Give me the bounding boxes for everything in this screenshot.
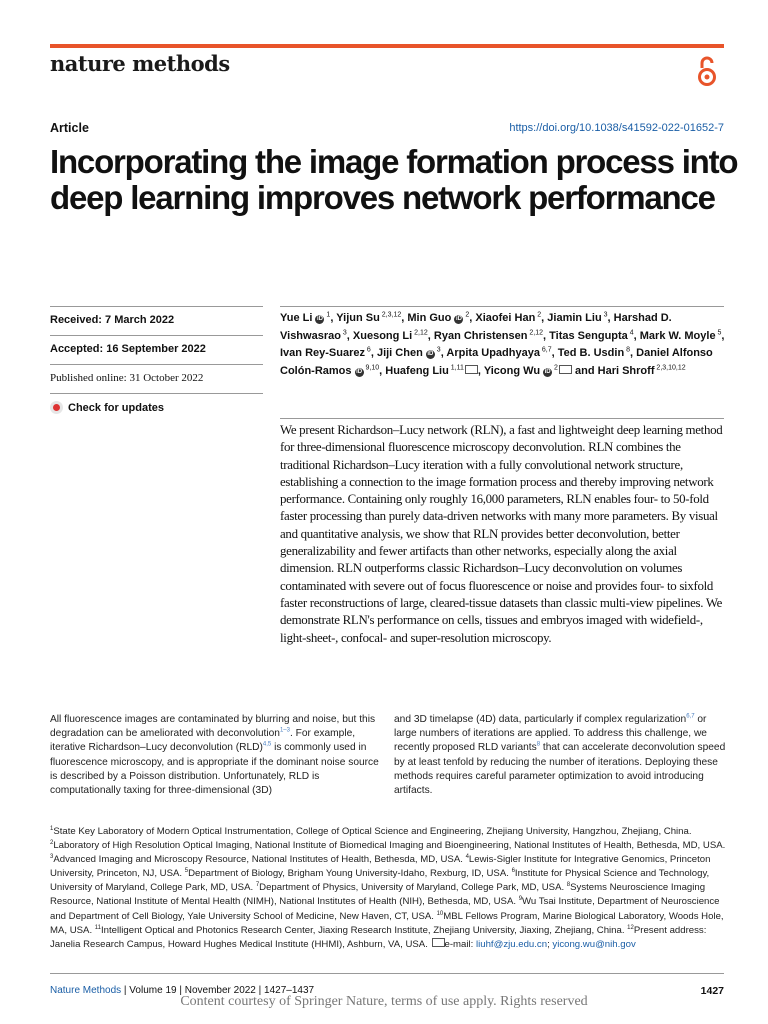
affiliation-text: Systems Neuroscience Imaging Resource, National Institute of Mental Health (NIMH), National Institutes of Health (NIH), Bethesda, MD, USA.	[50, 882, 706, 908]
footer-divider	[50, 973, 724, 974]
affiliation-number: 3	[50, 854, 54, 860]
doi-link[interactable]: https://doi.org/10.1038/s41592-022-01652-7	[509, 122, 724, 134]
body-text: and 3D timelapse (4D) data, particularly if complex regularization	[394, 714, 687, 725]
author-name[interactable]: Ted B. Usdin	[557, 347, 625, 360]
mail-icon	[432, 938, 445, 947]
body-text: All fluorescence images are contaminated by blurring and noise, but this degradation can be ameliorated with deconvolution	[50, 714, 376, 740]
author[interactable]	[353, 330, 428, 342]
abstract: We present Richardson–Lucy network (RLN), a fast and lightweight deep learning method for three-dimensional fluorescence microscopy deconvolution. RLN combines the traditional Richardson–Lucy iteration with a fully convolutional network structure, establishing a connection to the image formation process and thereby improving network performance. Containing only roughly 16,000 parameters, RLN enables four- to 50-fold faster processing than purely data-driven networks with many more parameters. By visual and quantitative analysis, we show that RLN provides better deconvolution, better generalizability and fewer artifacts than other networks, especially along the axial dimension. RLN outperforms classic Richardson–Lucy deconvolution on volumes contaminated with severe out of focus fluorescence or noise and provides four- to sixfold faster reconstructions of large, cleared-tissue datasets than classic multi-view pipelines. We demonstrate RLN's performance on cells, tissues and embryos imaged with widefield-, light-sheet-, confocal- and super-resolution microscopy.	[280, 423, 723, 645]
orcid-icon[interactable]: iD	[356, 368, 363, 375]
author-list: Yue Li iD $^1$, Yijun Su $^{2,3,12}$, Min Guo iD $^2$, Xiaofei Han $^2$, Jiamin Liu $^3$, Harshad D. Vishwasrao $^3$, Xuesong Li $^{2,12}$, Ryan Christensen $^{2,12}$, Titas Sengupta $^4$, Mark W. Moyle $^5$, Ivan Rey-Suarez $^6$, Jiji Chen iD $^3$, Arpita Upadhyaya $^{6,7}$, Ted B. Usdin $^8$, Daniel Alfonso Colón-Ramos iD $^{9,10}$, Huafeng Liu $^{1,11}$ , Yicong Wu iD $^2$ and Hari Shroff $^{2,3,10,12}$	[280, 311, 725, 377]
affiliation-ref: 3	[601, 311, 608, 319]
affiliation-text: Advanced Imaging and Microscopy Resource, National Institutes of Health, Bethesda, MD, USA.	[53, 854, 466, 866]
affiliation-ref: 2,3,10,12	[654, 364, 686, 372]
author-name[interactable]: Jiji Chen	[376, 347, 423, 360]
affiliation-number: 8	[566, 882, 571, 889]
email-separator: ;	[547, 938, 553, 950]
body-text: is commonly used in fluorescence microscopy, and is appropriate if the dominant noise source is described by a Poisson distribution. Unfortunately, RLD is computationally taxing for three-dimensional (3D)	[50, 742, 379, 797]
affiliation-text: Laboratory of High Resolution Optical Imaging, National Institute of Biomedical Imaging and Bioengineering, National Institutes of Health, Bethesda, MD, USA.	[53, 840, 726, 852]
affiliation-ref: 8	[624, 346, 631, 354]
author[interactable]	[336, 312, 401, 324]
article-type-label: Article	[50, 121, 89, 135]
affiliation-text: Intelligent Optical and Photonics Research Center, Jiaxing Research Institute, Zhejiang University, Jiaxing, Zhejiang, China.	[101, 924, 628, 936]
author-name[interactable]: Ryan Christensen	[433, 329, 528, 342]
affiliation-ref: 5	[715, 328, 722, 336]
affiliations-footnote	[50, 825, 726, 952]
published-date: Published online: 31 October 2022	[50, 364, 263, 393]
affiliation-text: Wu Tsai Institute, Department of Neuroscience and Department of Cell Biology, Yale University School of Medicine, New Haven, CT, USA.	[50, 896, 720, 922]
author[interactable]	[558, 347, 630, 359]
author-name[interactable]: Hari Shroff	[597, 364, 655, 377]
affiliation-number: 12	[627, 924, 634, 931]
author-name[interactable]: Daniel Alfonso Colón-Ramos	[280, 347, 713, 377]
orcid-icon[interactable]: iD	[455, 316, 462, 322]
page-number: 1427	[700, 985, 724, 997]
mail-icon[interactable]	[559, 365, 572, 374]
affiliation-ref: 4	[627, 328, 634, 336]
author-name[interactable]: Min Guo	[407, 312, 452, 324]
orcid-icon[interactable]: iD	[316, 316, 323, 322]
author[interactable]	[385, 365, 478, 377]
author-name[interactable]: Arpita Upadhyaya	[446, 347, 540, 360]
author[interactable]	[484, 365, 572, 377]
orcid-icon[interactable]: iD	[544, 368, 551, 375]
author-name[interactable]: Yicong Wu	[483, 364, 541, 377]
affiliation-number: 10	[436, 910, 444, 917]
email-link[interactable]: liuhf@zju.edu.cn	[475, 938, 548, 950]
affiliation-ref: 2,12	[527, 328, 544, 336]
body-text: that can accelerate deconvolution speed by at least tenfold by reducing the number of iterations. Deploying these methods requires careful parameter optimization to avoid introducing artifacts.	[394, 742, 726, 797]
author[interactable]	[407, 312, 469, 324]
author-name[interactable]: Xiaofei Han	[475, 312, 536, 324]
accepted-date: Accepted: 16 September 2022	[50, 335, 263, 364]
courtesy-watermark: Content courtesy of Springer Nature, terms of use apply. Rights reserved	[180, 994, 588, 1009]
affiliation-text: Department of Biology, Brigham Young University-Idaho, Rexburg, ID, USA.	[188, 868, 512, 880]
publication-dates	[50, 306, 263, 423]
check-for-updates-button[interactable]	[50, 401, 263, 414]
author[interactable]: and Hari Shroff $^{2,3,10,12}$	[575, 364, 686, 377]
author[interactable]	[475, 312, 541, 324]
affiliation-ref: 9,10	[363, 364, 380, 372]
author[interactable]	[547, 312, 607, 324]
author[interactable]	[549, 330, 634, 342]
footer-journal-link[interactable]: Nature Methods	[50, 985, 122, 996]
affiliation-number: 4	[465, 854, 469, 860]
affiliation-ref: 2	[535, 311, 542, 319]
author-name[interactable]: Titas Sengupta	[549, 329, 628, 342]
citation-ref[interactable]: 4,5	[262, 742, 272, 749]
affiliation-ref: 3	[340, 328, 347, 336]
author-name[interactable]: Harshad D. Vishwasrao	[280, 312, 672, 342]
body-text-left-column	[50, 713, 383, 798]
affiliation-number: 11	[94, 924, 102, 931]
authors-divider	[280, 306, 724, 307]
check-updates-row	[50, 393, 263, 423]
affiliation-text: Lewis-Sigler Institute for Integrative Genomics, Princeton University, Princeton, NJ, USA.	[50, 854, 711, 880]
check-updates-label: Check for updates	[68, 401, 164, 414]
journal-logo[interactable]: nature methods	[50, 51, 230, 76]
footer-issue-info: | Volume 19 | November 2022 | 1427–1437	[121, 985, 315, 996]
received-date: Received: 7 March 2022	[50, 306, 263, 335]
affiliation-ref: 6,7	[539, 346, 552, 354]
affiliation-text: MBL Fellows Program, Marine Biological Laboratory, Woods Hole, MA, USA.	[50, 910, 724, 936]
email-link[interactable]: yicong.wu@nih.gov	[552, 938, 636, 950]
affiliation-ref: 2	[552, 364, 558, 372]
affiliation-number: 1	[50, 825, 54, 832]
article-title: Incorporating the image formation process into deep learning improves network performance	[50, 143, 738, 216]
affiliation-number: 6	[511, 868, 515, 875]
author[interactable]	[640, 330, 722, 342]
open-access-icon[interactable]	[694, 54, 720, 88]
top-accent-rule	[50, 44, 724, 48]
author[interactable]	[434, 330, 543, 342]
citation-ref[interactable]: 1–3	[279, 727, 290, 734]
body-text: or large numbers of iterations are applied. To address this challenge, we recently proposed RLD variants	[394, 714, 707, 754]
affiliation-ref: 1,11	[448, 364, 464, 372]
affiliation-ref: 2,3,12	[379, 311, 402, 319]
author-name[interactable]: Mark W. Moyle	[639, 329, 716, 342]
author-name[interactable]: Xuesong Li	[352, 329, 413, 342]
author[interactable]	[280, 347, 371, 359]
author-name[interactable]: Yue Li	[280, 312, 313, 324]
affiliation-number: 5	[184, 868, 189, 875]
crossmark-icon	[50, 401, 63, 414]
affiliation-number: 2	[50, 839, 54, 846]
author-name[interactable]: Huafeng Liu	[385, 364, 449, 377]
author-name[interactable]: Jiamin Liu	[547, 312, 602, 324]
affiliation-ref: 2	[463, 311, 470, 319]
affiliation-number: 9	[518, 896, 523, 903]
author[interactable]	[280, 312, 330, 324]
affiliation-text: Present address: Janelia Research Campus, Howard Hughes Medical Institute (HHMI), Ashburn, VA, USA.	[50, 924, 707, 950]
abstract-divider	[280, 418, 724, 419]
affiliation-ref: 1	[324, 311, 331, 319]
affiliation-text: Institute for Physical Science and Technology, University of Maryland, College Park, MD, USA.	[50, 868, 710, 894]
affiliation-ref: 3	[434, 346, 441, 354]
affiliation-text: State Key Laboratory of Modern Optical Instrumentation, College of Optical Science and Engineering, Zhejiang University, Hangzhou, Zhejiang, China.	[53, 826, 692, 837]
author[interactable]	[377, 347, 441, 359]
orcid-icon[interactable]: iD	[427, 351, 434, 358]
body-text: . For example, iterative Richardson–Lucy deconvolution (RLD)	[50, 728, 356, 754]
author[interactable]	[446, 347, 551, 359]
affiliation-number: 7	[255, 882, 260, 889]
author-name[interactable]: Ivan Rey-Suarez	[280, 347, 365, 360]
affiliation-ref: 2,12	[412, 328, 428, 336]
body-text-right-column	[394, 713, 727, 798]
citation-ref[interactable]: 6,7	[686, 713, 695, 720]
author-name[interactable]: Yijun Su	[336, 312, 380, 324]
email-label: e-mail:	[444, 938, 476, 950]
mail-icon[interactable]	[465, 365, 478, 374]
citation-ref[interactable]: 8	[536, 742, 541, 749]
affiliation-text: Department of Physics, University of Maryland, College Park, MD, USA.	[259, 882, 567, 894]
affiliation-ref: 6	[364, 346, 371, 354]
